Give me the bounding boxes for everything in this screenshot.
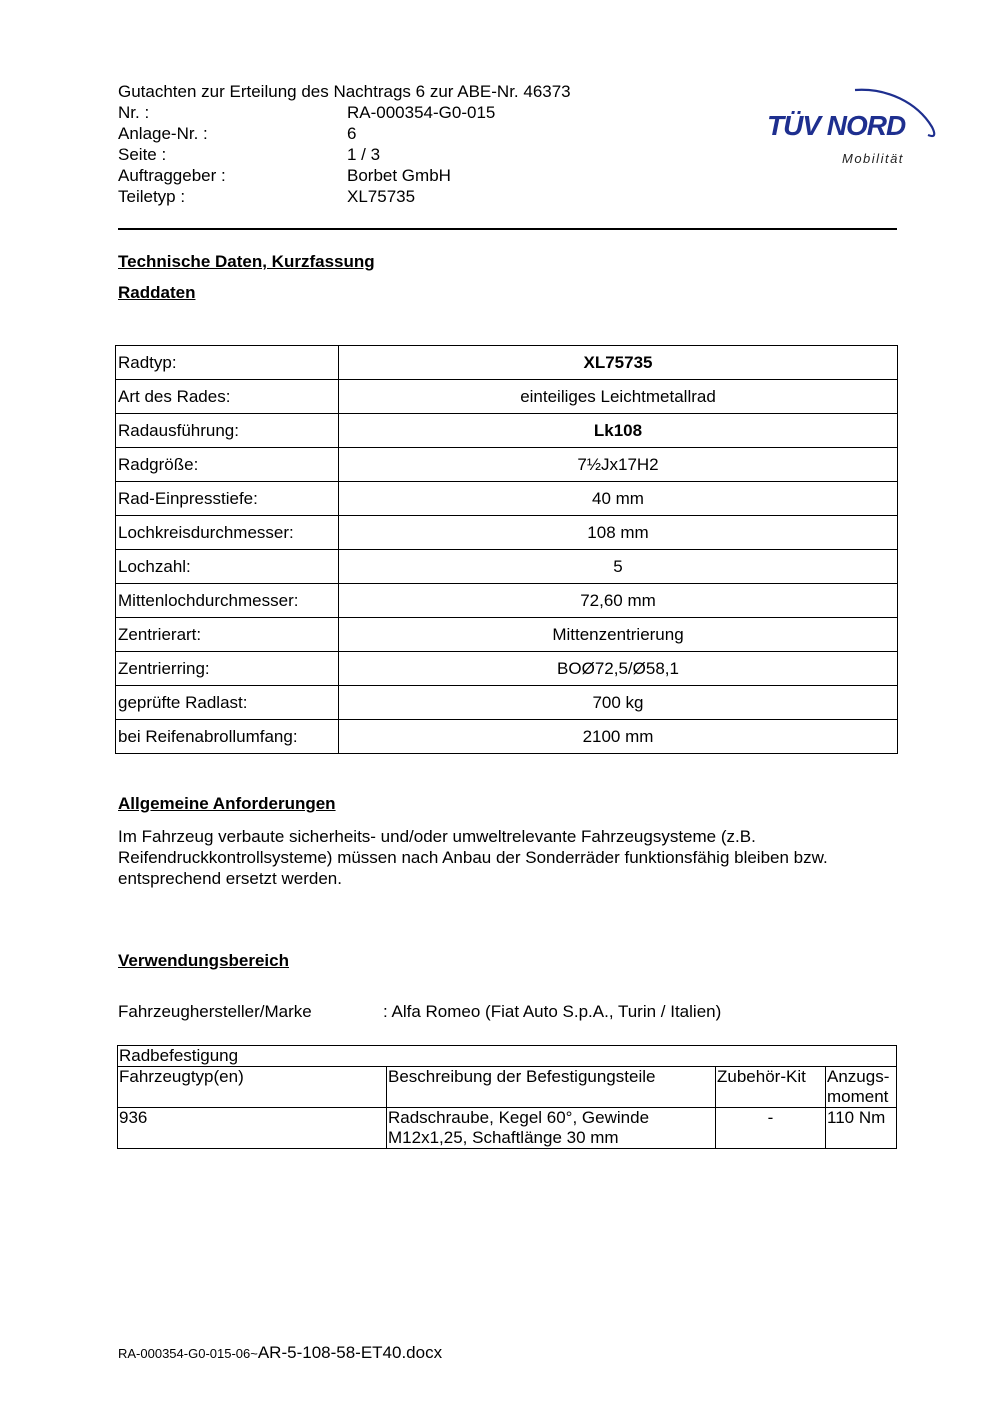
spec-label: Rad-Einpresstiefe:: [116, 482, 339, 516]
header-key: Teiletyp :: [118, 187, 186, 206]
table-row: [116, 380, 898, 414]
vehicle-value: : Alfa Romeo (Fiat Auto S.p.A., Turin / Italien): [383, 1002, 722, 1021]
spec-label: Mittenlochdurchmesser:: [116, 584, 339, 618]
column-header: Beschreibung der Befestigungsteile: [387, 1067, 716, 1108]
wheel-spec-table: [115, 345, 898, 754]
spec-value: 2100 mm: [339, 720, 898, 754]
spec-value: 40 mm: [339, 482, 898, 516]
spec-label: Radtyp:: [116, 346, 339, 380]
table-row: [116, 346, 898, 380]
header-value: 6: [347, 124, 357, 143]
column-header: Fahrzeugtyp(en): [118, 1067, 387, 1108]
spec-label: Zentrierring:: [116, 652, 339, 686]
table-title-row: [118, 1046, 897, 1067]
table-row: [116, 448, 898, 482]
table-row: [116, 584, 898, 618]
spec-value: einteiliges Leichtmetallrad: [339, 380, 898, 414]
header-row-teiletyp: [118, 186, 571, 207]
spec-value: 72,60 mm: [339, 584, 898, 618]
table-row: [116, 550, 898, 584]
table-row: [116, 720, 898, 754]
header-key: Nr. :: [118, 103, 150, 122]
table-title: Radbefestigung: [118, 1046, 897, 1067]
table-row: [116, 482, 898, 516]
tuv-nord-logo: [760, 55, 945, 170]
logo-wordmark: TÜV NORD: [767, 110, 906, 141]
header-value: RA-000354-G0-015: [347, 103, 496, 122]
header-row-auftraggeber: [118, 165, 571, 186]
spec-value: 700 kg: [339, 686, 898, 720]
spec-value: 108 mm: [339, 516, 898, 550]
section-heading-allgemein: Allgemeine Anforderungen: [118, 794, 336, 813]
header-key: Anlage-Nr. :: [118, 124, 208, 143]
header-row-seite: [118, 144, 571, 165]
header-key: Auftraggeber :: [118, 166, 226, 185]
header-row-nr: [118, 102, 571, 123]
table-row: [118, 1108, 897, 1149]
spec-value: Mittenzentrierung: [339, 618, 898, 652]
header-row-anlage: [118, 123, 571, 144]
logo-subtitle: Mobilität: [842, 151, 904, 166]
spec-label: geprüfte Radlast:: [116, 686, 339, 720]
table-cell: 936: [118, 1108, 387, 1149]
section-heading-verwendung: Verwendungsbereich: [118, 951, 289, 970]
header-divider: [118, 228, 897, 230]
column-header: Zubehör-Kit: [716, 1067, 826, 1108]
spec-label: bei Reifenabrollumfang:: [116, 720, 339, 754]
radbefestigung-table: [117, 1045, 897, 1149]
spec-value: BOØ72,5/Ø58,1: [339, 652, 898, 686]
spec-value: 7½Jx17H2: [339, 448, 898, 482]
table-row: [116, 516, 898, 550]
header-value: XL75735: [347, 187, 416, 206]
spec-value: XL75735: [339, 346, 898, 380]
spec-value: Lk108: [339, 414, 898, 448]
header-value: Borbet GmbH: [347, 166, 451, 185]
spec-label: Radgröße:: [116, 448, 339, 482]
spec-label: Art des Rades:: [116, 380, 339, 414]
footer-small: RA-000354-G0-015-06~: [118, 1346, 258, 1361]
spec-value: 5: [339, 550, 898, 584]
table-cell: -: [716, 1108, 826, 1149]
spec-label: Lochkreisdurchmesser:: [116, 516, 339, 550]
document-header: [118, 81, 571, 207]
table-cell: 110 Nm: [826, 1108, 897, 1149]
column-header: Anzugs- moment: [826, 1067, 897, 1108]
table-row: [116, 652, 898, 686]
table-row: [116, 414, 898, 448]
requirements-paragraph: Im Fahrzeug verbaute sicherheits- und/oder umweltrelevante Fahrzeugsysteme (z.B. Reifendruckkontrollsysteme) müssen nach Anbau der Sonderräder funktionsfähig bleiben bzw. entsprechend ersetzt werden.: [118, 827, 828, 888]
section-heading-tech: Technische Daten, Kurzfassung: [118, 252, 375, 271]
header-value: 1 / 3: [347, 145, 381, 164]
spec-label: Lochzahl:: [116, 550, 339, 584]
report-title: Gutachten zur Erteilung des Nachtrags 6 zur ABE-Nr. 46373: [118, 82, 571, 101]
vehicle-manufacturer: [118, 1002, 721, 1022]
header-key: Seite :: [118, 145, 167, 164]
table-row: [116, 618, 898, 652]
spec-label: Radausführung:: [116, 414, 339, 448]
section-heading-raddaten: Raddaten: [118, 283, 196, 302]
footer-large: AR-5-108-58-ET40.docx: [257, 1343, 443, 1362]
table-cell: Radschraube, Kegel 60°, Gewinde M12x1,25, Schaftlänge 30 mm: [387, 1108, 716, 1149]
table-header-row: [118, 1067, 897, 1108]
table-row: [116, 686, 898, 720]
spec-label: Zentrierart:: [116, 618, 339, 652]
footer-filename: [118, 1343, 442, 1363]
vehicle-key: Fahrzeughersteller/Marke: [118, 1002, 312, 1021]
